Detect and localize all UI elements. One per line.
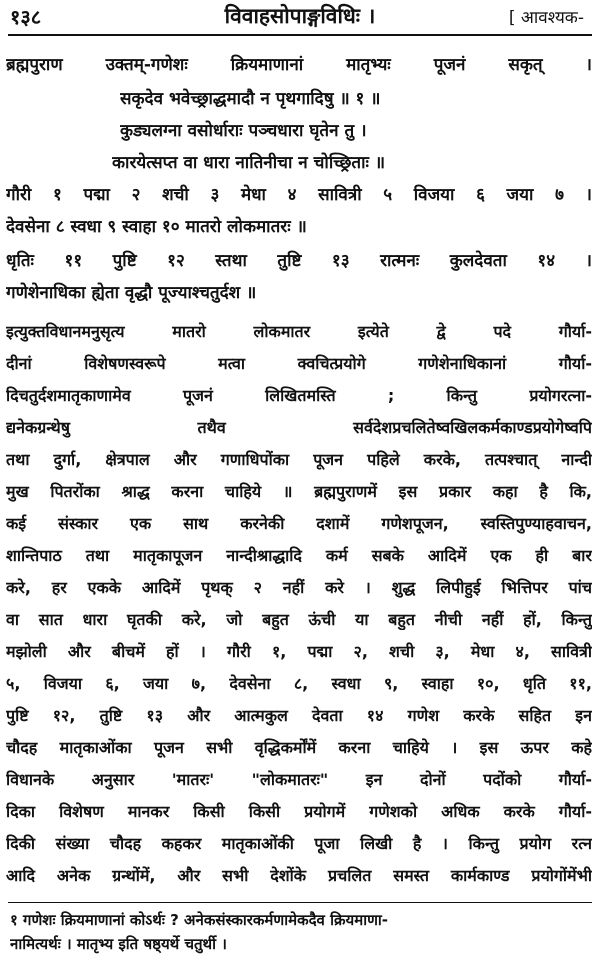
prose-line: मझोली और बीचमें हों । गौरी १, पद्मा २, शची ३, मेधा ४, सावित्री [6,642,592,661]
verse-line: ब्रह्मपुराण उक्तम्-गणेशः क्रियमाणानां मातृभ्यः पूजनं सकृत् । [6,55,592,75]
verse-line: धृतिः ११ पुष्टि १२ स्तथा तुष्टि १३ रात्मनः कुलदेवता १४ । [6,251,592,271]
verse-line: कुड्यलग्ना वसोर्धाराः पञ्चधारा घृतेन तु । [120,121,367,141]
verse-line: गणेशेनाधिका ह्येता वृद्धौ पूज्याश्चतुर्दश ॥ [6,283,257,303]
prose-line: दीनां विशेषणस्वरूपे मत्वा क्वचित्प्रयोगे गणेशेनाधिकानां गौर्या- [6,354,592,373]
prose-line: दिचतुर्दशमातृकाणामेव पूजनं लिखितमस्ति ; किन्तु प्रयोगरत्ना- [6,386,592,405]
running-title: विवाहसोपाङ्गविधिः । [224,4,376,28]
prose-line: शान्तिपाठ तथा मातृकापूजन नान्दीश्राद्धादि कर्म सबके आदिमें एक ही बार [6,546,592,565]
verse-line: देवसेना ८ स्वधा ९ स्वाहा १० मातरो लोकमातरः ॥ [6,217,307,237]
footnote-line: १ गणेशः क्रियमाणानां कोऽर्थः ? अनेकसंस्कारकर्मणामेकदैव क्रियमाणा- [10,911,389,929]
prose-line: वा सात धारा घृतकी करे, जो बहुत ऊंची या बहुत नीची नहीं हों, किन्तु [6,610,592,629]
page-number: १३८ [10,5,42,29]
prose-line: ५, विजया ६, जया ७, देवसेना ८, स्वधा ९, स्वाहा १०, धृति ११, [6,674,592,693]
page-header [0,0,600,34]
footnote-rule [8,902,592,903]
section-tag: [ आवश्यक- [508,8,584,28]
prose-line: कई संस्कार एक साथ करनेकी दशामें गणेशपूजन, स्वस्तिपुण्याहवाचन, [6,514,592,533]
prose-line: इत्युक्तविधानमनुसृत्य मातरो लोकमातर इत्येते द्वे पदे गौर्या- [6,322,592,341]
prose-line: चौदह मातृकाओंका पूजन सभी वृद्धिकर्मोंमें करना चाहिये । इस ऊपर कहे [6,738,592,757]
header-rule [8,34,592,36]
prose-line: आदि अनेक ग्रन्थोंमें, और सभी देशोंके प्रचलित समस्त कार्मकाण्ड प्रयोगोंमेंभी [6,866,592,885]
verse-line: सकृदेव भवेच्छ्राद्धमादौ न पृथगादिषु ॥ १ ॥ [120,89,381,109]
prose-line: द्यनेकग्रन्थेषु तथैव सर्वदेशप्रचलितेष्वखिलकर्मकाण्डप्रयोगेष्वपि [6,418,592,437]
prose-line: तथा दुर्गा, क्षेत्रपाल और गणाधिपोंका पूजन पहिले करके, तत्पश्चात् नान्दी [6,450,592,469]
prose-line: पुष्टि १२, तुष्टि १३ और आत्मकुल देवता १४ गणेश करके सहित इन [6,706,592,725]
verse-line: गौरी १ पद्मा २ शची ३ मेधा ४ सावित्री ५ विजया ६ जया ७ । [6,185,592,205]
prose-line: दिकी संख्या चौदह कहकर मातृकाओंकी पूजा लिखी है । किन्तु प्रयोग रत्न [6,834,592,853]
prose-line: मुख पितरोंका श्राद्ध करना चाहिये ॥ ब्रह्मपुराणमें इस प्रकार कहा है कि, [6,482,592,501]
verse-line: कारयेत्सप्त वा धारा नातिनीचा न चोच्छ्रिताः ॥ [112,153,386,173]
footnote-line: नामित्यर्थः । मातृभ्य इति षष्ठ्यर्थे चतुर्थी । [10,935,227,953]
prose-line: दिका विशेषण मानकर किसी किसी प्रयोगमें गणेशको अधिक करके गौर्या- [6,802,592,821]
prose-line: करे, हर एकके आदिमें पृथक् २ नहीं करे । शुद्ध लिपीहुई भित्तिपर पांच [6,578,592,597]
prose-line: विधानके अनुसार 'मातरः' "लोकमातरः" इन दोनों पदोंको गौर्या- [6,770,592,789]
